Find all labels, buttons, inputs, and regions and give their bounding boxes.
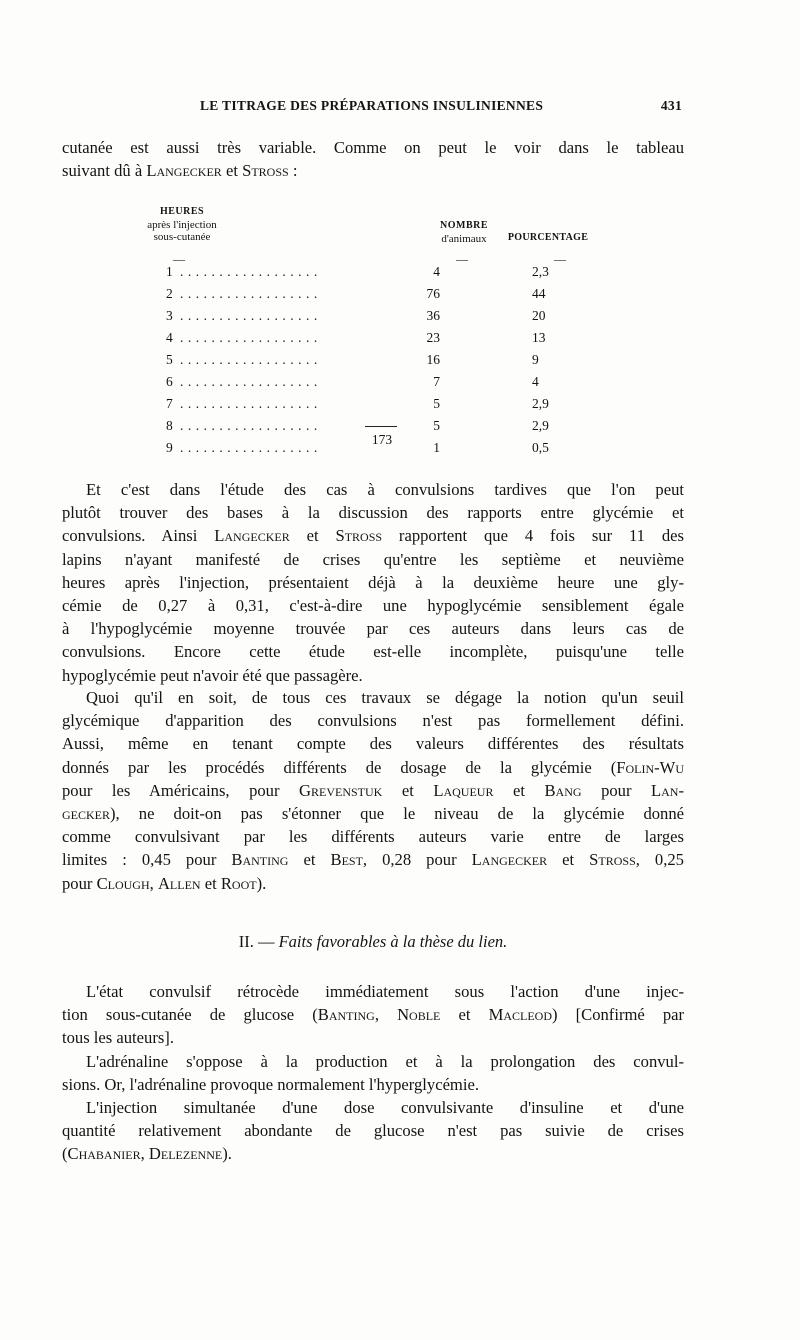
header-dash: — [173, 252, 185, 266]
text-line: Quoi qu'il en soit, de tous ces travaux se dégage la notion qu'un seuil [86, 688, 684, 707]
table-row: 3 .................. 36 20 [166, 308, 546, 323]
paragraph-1 [62, 478, 684, 687]
table-row: 6 .................. 7 4 [166, 374, 539, 389]
text-line: L'adrénaline s'oppose à la production et à la prolongation des convul- [86, 1051, 684, 1071]
table-row: 4 .................. 23 13 [166, 330, 546, 345]
text-line: sions. Or, l'adrénaline provoque normalement l'hyperglycémie. [62, 1074, 479, 1094]
header-dash: — [456, 252, 468, 266]
paragraph-3 [62, 980, 684, 1166]
column-header-percentage: POURCENTAGE [507, 232, 589, 243]
text-line: convulsions. Encore cette étude est-elle incomplète, puisqu'une telle [62, 642, 684, 662]
page-number: 431 [660, 98, 682, 113]
table-total: 173 [371, 432, 393, 447]
table-row: 1 .................. 4 2,3 [166, 264, 549, 279]
text-line: (Chabanier, Delezenne). [62, 1144, 232, 1164]
text-line: gecker), ne doit-on pas s'étonner que le niveau de la glycémie donné [62, 804, 684, 824]
text-line: Et c'est dans l'étude des cas à convulsions tardives que l'on peut [86, 480, 684, 499]
table-row: 7 .................. 5 2,9 [166, 396, 549, 411]
text-line: hypoglycémie peut n'avoir été que passagère. [62, 665, 363, 685]
table-row: 2 .................. 76 44 [166, 286, 546, 301]
text-line: pour Clough, Allen et Root). [62, 873, 267, 893]
column-header-hours: HEURES après l'injection sous-cutanée [147, 206, 217, 243]
table-row: 9 .................. 1 0,5 [166, 440, 549, 455]
text-line: plutôt trouver des bases à la discussion des rapports entre glycémie et [62, 503, 684, 523]
table-row: 5 .................. 16 9 [166, 352, 539, 367]
text-line: heures après l'injection, présentaient déjà à la deuxième heure une gly- [62, 572, 684, 592]
column-header-count: NOMBRE d'animaux [440, 220, 488, 245]
text-line: convulsions. Ainsi Langecker et Stross rapportent que 4 fois sur 11 des [62, 526, 684, 546]
intro-paragraph [62, 136, 684, 182]
running-head-title: LE TITRAGE DES PRÉPARATIONS INSULINIENNES [200, 98, 544, 113]
text-line: limites : 0,45 pour Banting et Best, 0,28 pour Langecker et Stross, 0,25 [62, 850, 684, 870]
header-dash: — [554, 252, 566, 266]
text-line: Aussi, même en tenant compte des valeurs différentes des résultats [62, 734, 684, 754]
text-line: donnés par les procédés différents de dosage de la glycémie (Folin-Wu [62, 757, 684, 777]
section-heading: II. — Faits favorables à la thèse du lien. [238, 932, 508, 951]
text-line: glycémique d'apparition des convulsions n'est pas formellement défini. [62, 711, 684, 731]
text-line: cutanée est aussi très variable. Comme on peut le voir dans le tableau [62, 138, 684, 157]
text-line: tous les auteurs]. [62, 1028, 174, 1048]
text-line: quantité relativement abondante de glucose n'est pas suivie de crises [62, 1121, 684, 1141]
text-line: L'injection simultanée d'une dose convulsivante d'insuline et d'une [86, 1098, 684, 1118]
text-line: pour les Américains, pour Grevenstuk et Laqueur et Bang pour Lan- [62, 780, 684, 800]
text-line: à l'hypoglycémie moyenne trouvée par ces auteurs dans leurs cas de [62, 619, 684, 639]
text-line: cémie de 0,27 à 0,31, c'est-à-dire une hypoglycémie sensiblement égale [62, 596, 684, 616]
text-line: tion sous-cutanée de glucose (Banting, Noble et Macleod) [Confirmé par [62, 1005, 685, 1025]
table-row: 8 .................. 5 2,9 [166, 418, 549, 433]
text-line: L'état convulsif rétrocède immédiatement sous l'action d'une injec- [86, 982, 684, 1001]
text-line: suivant dû à Langecker et Stross : [62, 161, 298, 181]
paragraph-2 [62, 686, 684, 895]
text-line: lapins n'ayant manifesté de crises qu'entre les septième et neuvième [62, 549, 684, 569]
total-rule [365, 426, 397, 427]
text-line: comme convulsivant par les différents auteurs varie entre de larges [62, 827, 684, 847]
data-table [62, 200, 622, 455]
